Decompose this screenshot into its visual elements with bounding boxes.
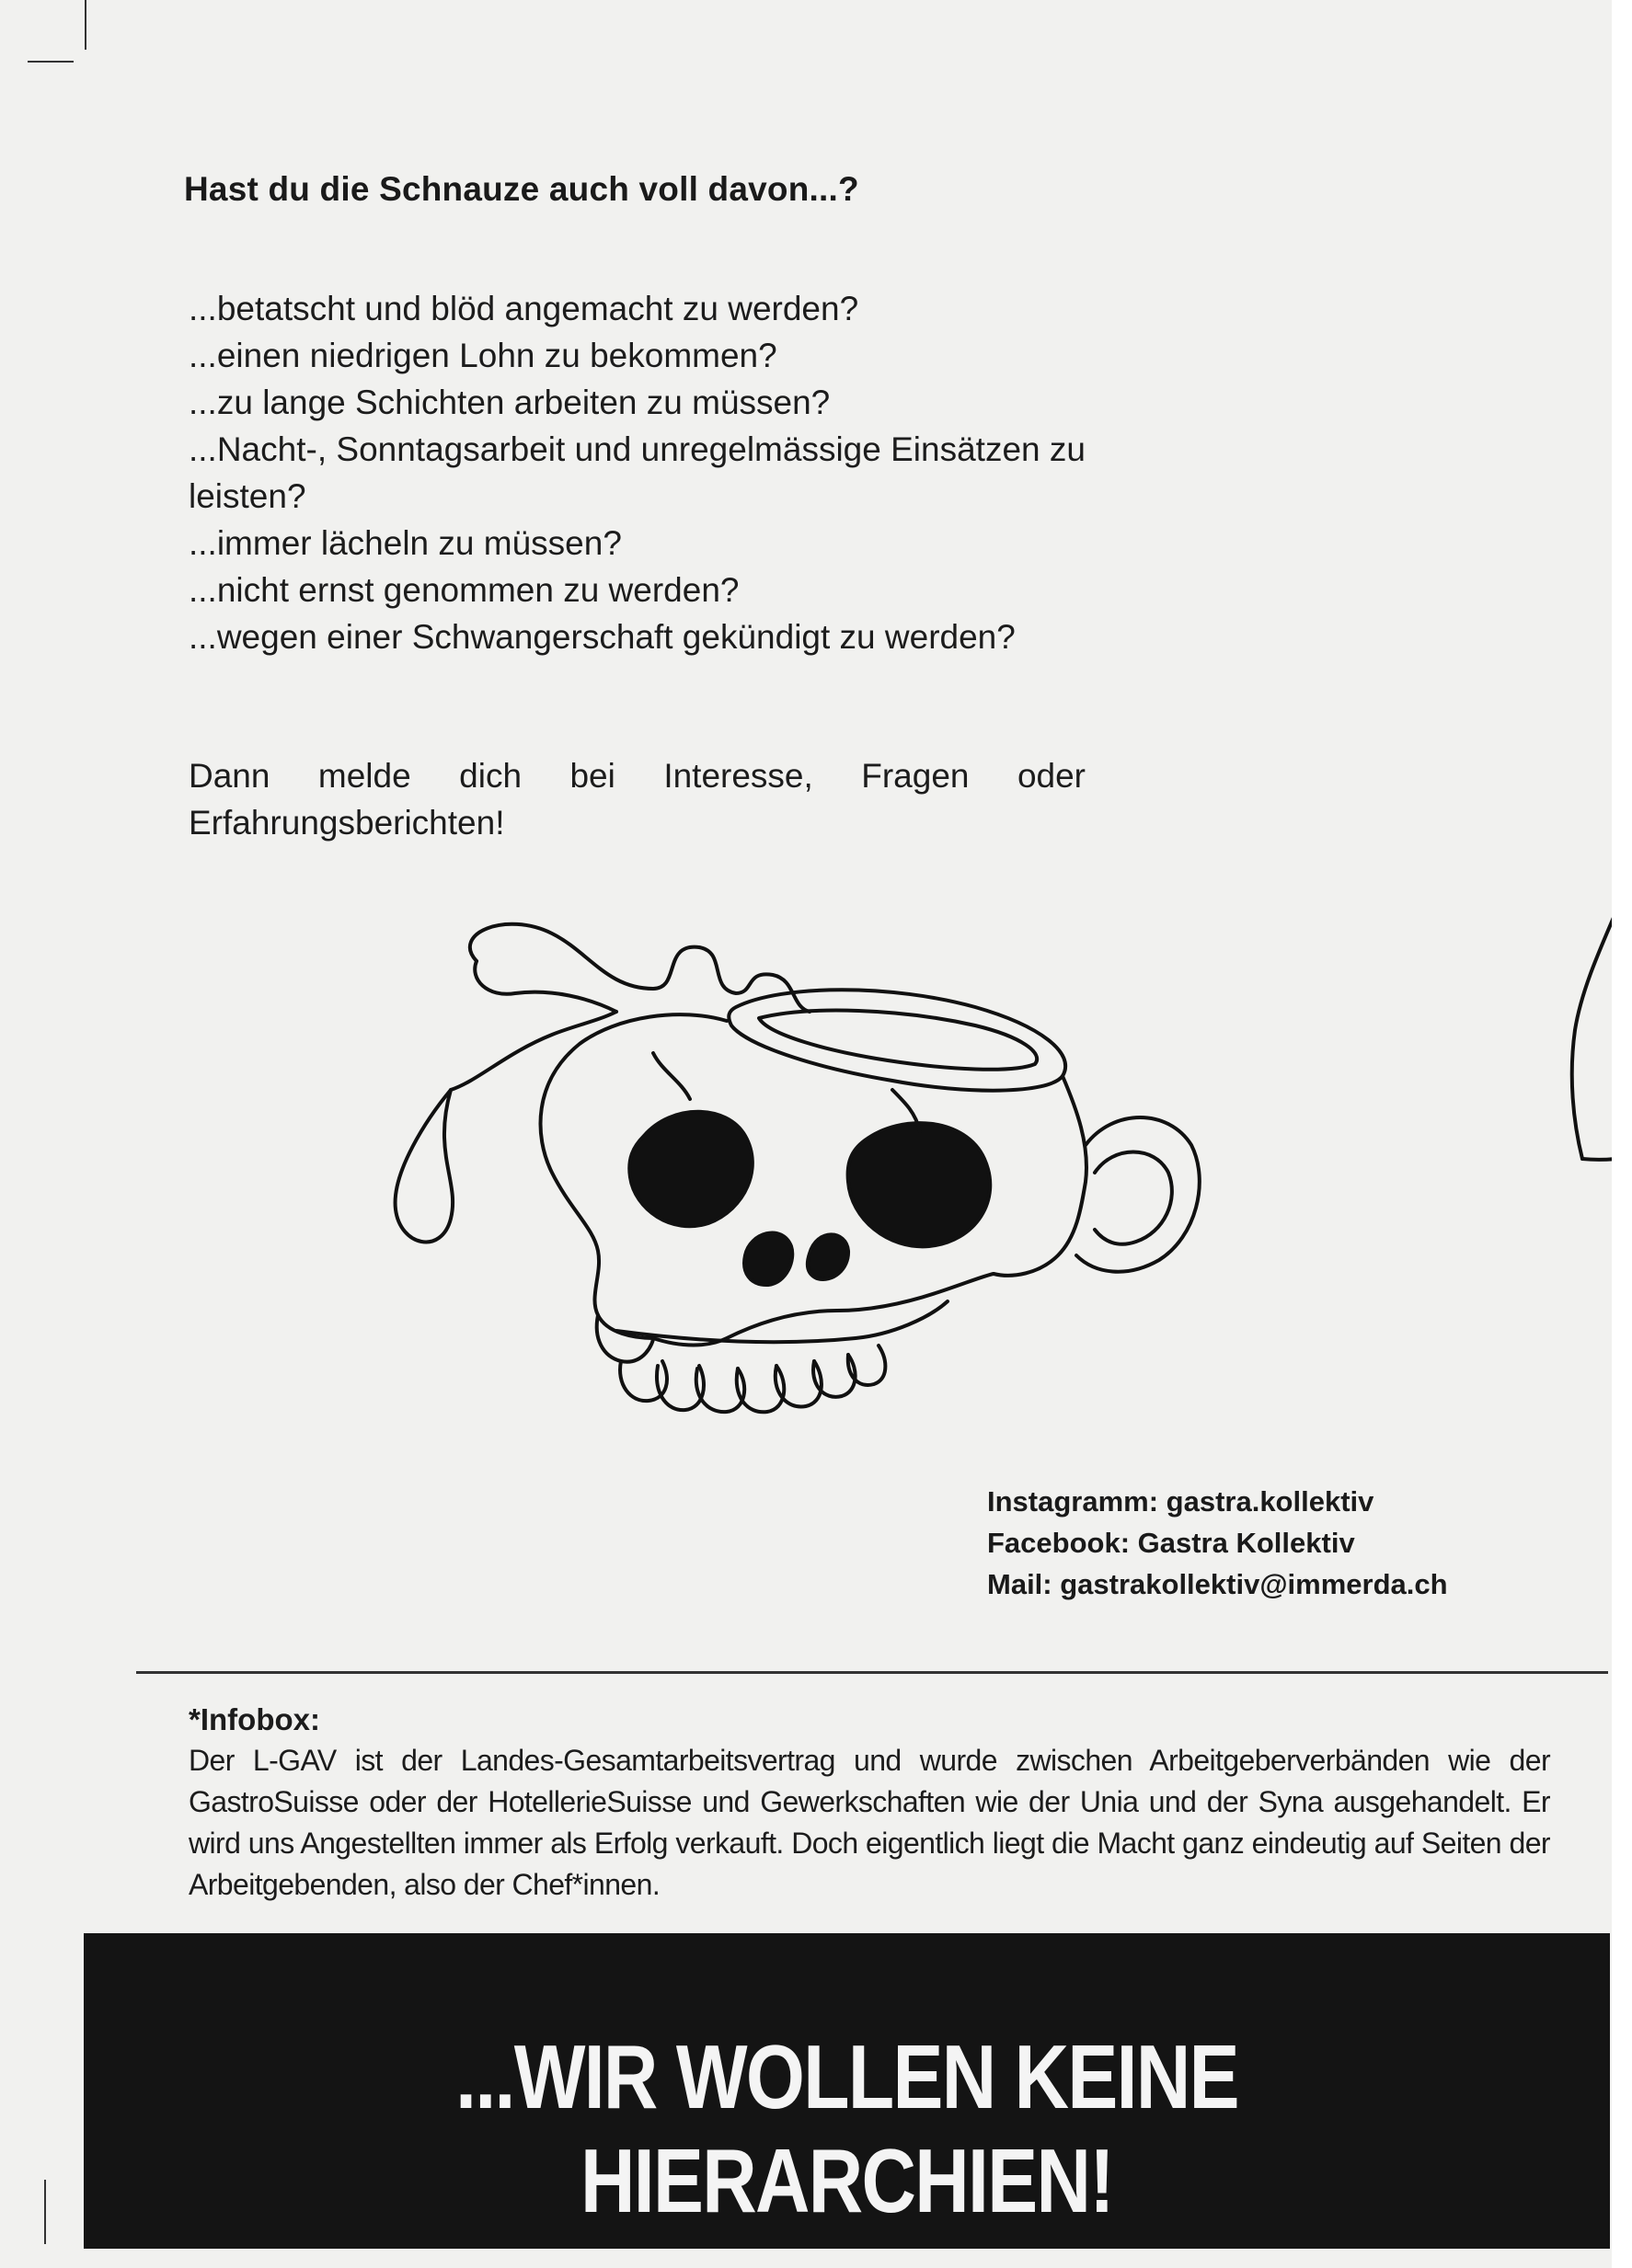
question-item: ...wegen einer Schwangerschaft gekündigt zu werden? — [189, 618, 1016, 656]
infobox-body: Der L-GAV ist der Landes-Gesamtarbeitsvertrag und wurde zwischen Arbeitgeberverbänden wie der GastroSuisse oder der HotellerieSuisse und Gewerkschaften wie der Unia und der Syna ausgehandelt. Er wird uns Angestellten immer als Erfolg verkauft. Doch eigentlich liegt die Macht ganz eindeutig auf Seiten der Arbeitgebenden, also der Chef*innen. — [189, 1744, 1550, 1901]
crop-mark-bottom-left-v — [44, 2180, 46, 2244]
question-item: ...immer lächeln zu müssen? — [189, 524, 622, 562]
instagram-contact[interactable]: Instagramm: gastra.kollektiv — [987, 1485, 1374, 1518]
slogan-text: ...WIR WOLLEN KEINE HIERARCHIEN! — [455, 2026, 1238, 2231]
infobox-title: *Infobox: — [189, 1702, 320, 1736]
right-margin — [1612, 0, 1632, 2268]
crop-mark-top-left-h — [28, 61, 74, 63]
question-item: ...zu lange Schichten arbeiten zu müssen? — [189, 384, 831, 421]
infobox — [189, 1700, 1550, 1906]
question-item: ...einen niedrigen Lohn zu bekommen? — [189, 337, 777, 374]
question-list — [189, 285, 1086, 660]
section-divider — [136, 1671, 1608, 1674]
call-to-action: Dann melde dich bei Interesse, Fragen oder Erfahrungsberichten! — [189, 757, 1086, 842]
skull-cup-illustration — [377, 906, 1224, 1458]
page-title: Hast du die Schnauze auch voll davon...? — [184, 169, 859, 208]
crop-mark-top-left-v — [85, 0, 86, 50]
facebook-contact[interactable]: Facebook: Gastra Kollektiv — [987, 1527, 1355, 1559]
mail-contact[interactable]: Mail: gastrakollektiv@immerda.ch — [987, 1568, 1448, 1600]
contact-info — [987, 1481, 1448, 1605]
slogan-banner — [84, 1933, 1610, 2249]
question-item: ...betatscht und blöd angemacht zu werden? — [189, 290, 859, 327]
question-item: ...Nacht-, Sonntagsarbeit und unregelmässige Einsätzen zu leisten? — [189, 430, 1086, 515]
question-item: ...nicht ernst genommen zu werden? — [189, 571, 740, 609]
